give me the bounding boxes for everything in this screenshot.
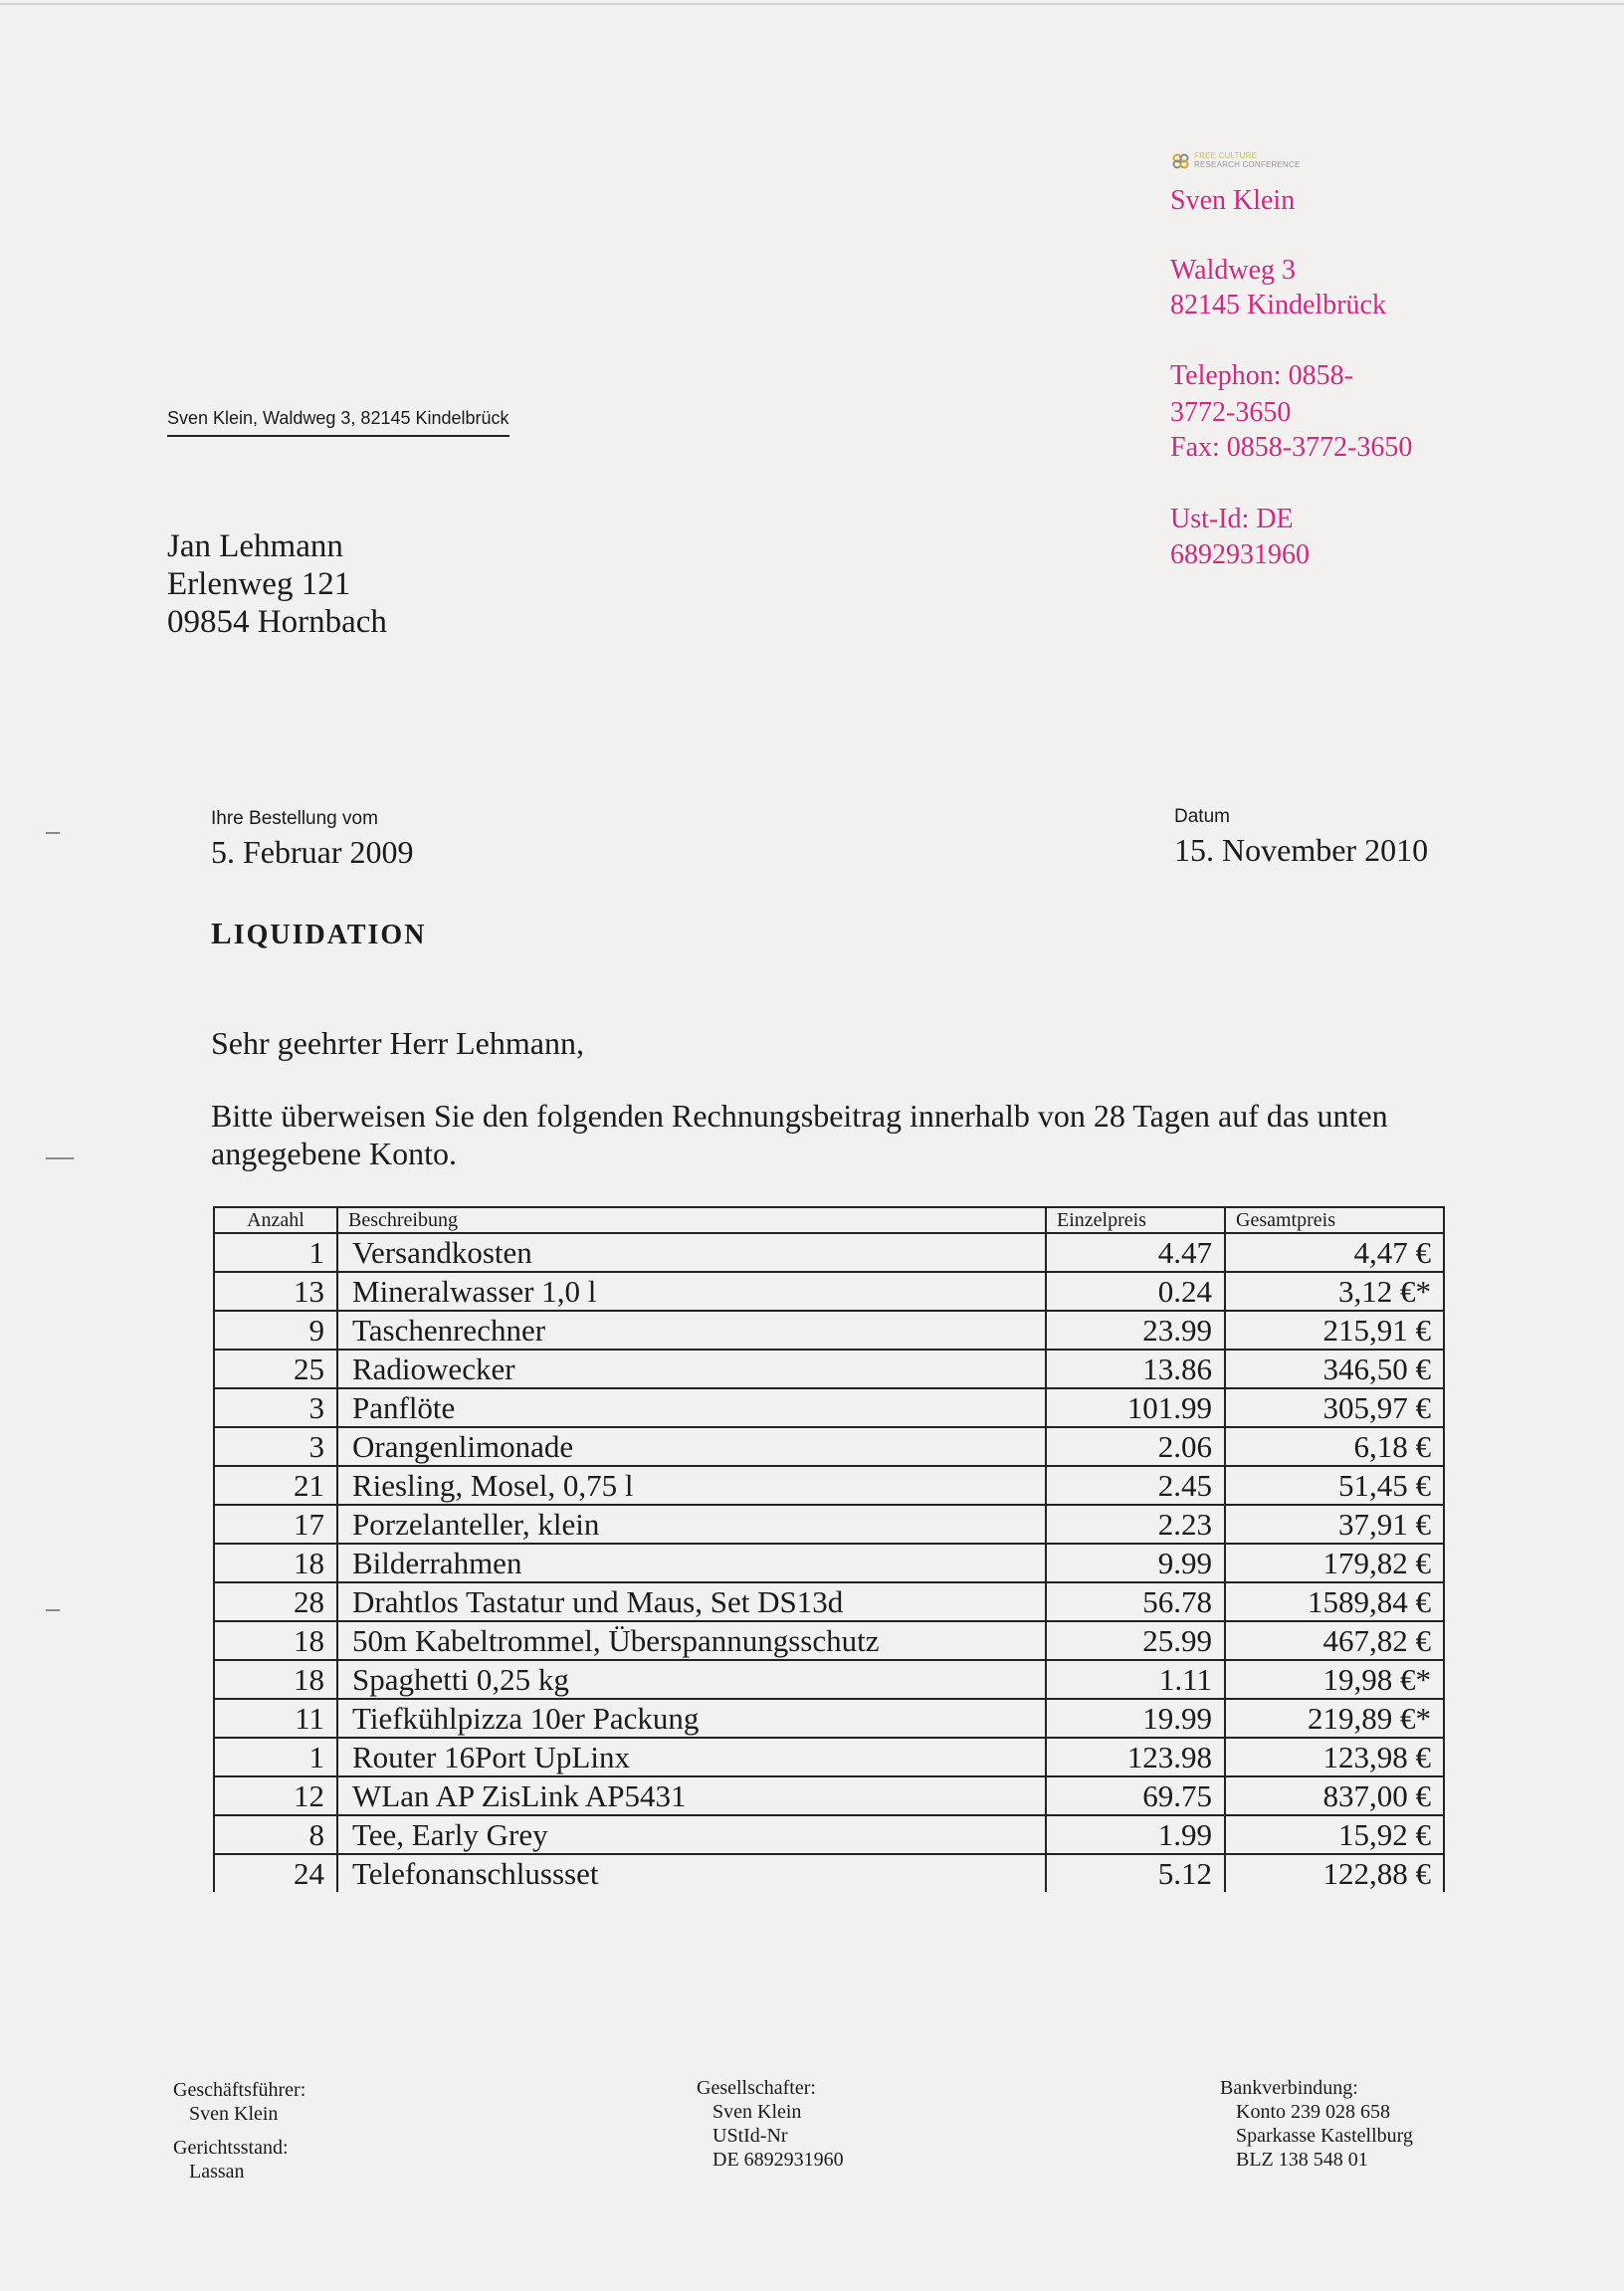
cell-quantity: 21 xyxy=(214,1466,337,1505)
cell-quantity: 17 xyxy=(214,1505,337,1544)
cell-unit-price: 2.45 xyxy=(1046,1466,1225,1505)
table-row xyxy=(214,1699,1444,1738)
logo-icon xyxy=(1172,153,1190,169)
cell-unit-price: 19.99 xyxy=(1046,1699,1225,1738)
table-row xyxy=(214,1660,1444,1699)
table-row xyxy=(214,1466,1444,1505)
cell-quantity: 13 xyxy=(214,1272,337,1311)
cell-total-price: 37,91 € xyxy=(1225,1505,1444,1544)
cell-unit-price: 4.47 xyxy=(1046,1233,1225,1272)
cell-description: Taschenrechner xyxy=(337,1311,1046,1350)
scan-edge-line xyxy=(0,3,1624,5)
cell-description: Panflöte xyxy=(337,1388,1046,1427)
table-row xyxy=(214,1621,1444,1660)
sender-ustid-line2: 6892931960 xyxy=(1170,539,1310,570)
cell-description: Tee, Early Grey xyxy=(337,1815,1046,1854)
sender-street: Waldweg 3 xyxy=(1170,255,1297,286)
cell-total-price: 1589,84 € xyxy=(1225,1582,1444,1621)
order-date-label: Ihre Bestellung vom xyxy=(211,808,378,829)
column-header-total-price: Gesamtpreis xyxy=(1225,1207,1444,1233)
cell-quantity: 3 xyxy=(214,1427,337,1466)
conference-logo xyxy=(1172,151,1331,173)
table-row xyxy=(214,1854,1444,1892)
sender-phone-line1: Telephon: 0858- xyxy=(1170,360,1353,391)
cell-total-price: 122,88 € xyxy=(1225,1854,1444,1892)
cell-description: WLan AP ZisLink AP5431 xyxy=(337,1776,1046,1815)
cell-total-price: 467,82 € xyxy=(1225,1621,1444,1660)
cell-quantity: 18 xyxy=(214,1621,337,1660)
cell-unit-price: 1.99 xyxy=(1046,1815,1225,1854)
recipient-address xyxy=(167,527,387,641)
sender-phone-line2: 3772-3650 xyxy=(1170,397,1292,428)
footer-management xyxy=(173,2078,305,2184)
column-header-unit-price: Einzelpreis xyxy=(1046,1207,1225,1233)
cell-unit-price: 123.98 xyxy=(1046,1738,1225,1776)
column-header-description: Beschreibung xyxy=(337,1207,1046,1233)
cell-quantity: 25 xyxy=(214,1350,337,1388)
order-date: 5. Februar 2009 xyxy=(211,834,414,870)
cell-description: 50m Kabeltrommel, Überspannungsschutz xyxy=(337,1621,1046,1660)
footer-partner-line: DE 6892931960 xyxy=(712,2149,844,2171)
table-row xyxy=(214,1311,1444,1350)
cell-unit-price: 2.06 xyxy=(1046,1427,1225,1466)
cell-total-price: 4,47 € xyxy=(1225,1233,1444,1272)
cell-total-price: 3,12 €* xyxy=(1225,1272,1444,1311)
cell-total-price: 6,18 € xyxy=(1225,1427,1444,1466)
cell-description: Drahtlos Tastatur und Maus, Set DS13d xyxy=(337,1582,1046,1621)
footer-bank-line: BLZ 138 548 01 xyxy=(1236,2149,1368,2171)
cell-total-price: 305,97 € xyxy=(1225,1388,1444,1427)
salutation: Sehr geehrter Herr Lehmann, xyxy=(211,1025,584,1061)
cell-total-price: 346,50 € xyxy=(1225,1350,1444,1388)
cell-total-price: 219,89 €* xyxy=(1225,1699,1444,1738)
table-row xyxy=(214,1350,1444,1388)
cell-unit-price: 5.12 xyxy=(1046,1854,1225,1892)
logo-text xyxy=(1194,151,1300,169)
cell-unit-price: 0.24 xyxy=(1046,1272,1225,1311)
cell-total-price: 837,00 € xyxy=(1225,1776,1444,1815)
cell-quantity: 28 xyxy=(214,1582,337,1621)
footer-bank-label: Bankverbindung: xyxy=(1220,2077,1358,2099)
document-title-text: LIQUIDATION xyxy=(211,916,427,950)
cell-description: Porzelanteller, klein xyxy=(337,1505,1046,1544)
table-row xyxy=(214,1505,1444,1544)
cell-quantity: 1 xyxy=(214,1738,337,1776)
column-header-quantity: Anzahl xyxy=(214,1207,337,1233)
document-title xyxy=(211,916,426,951)
document-date: 15. November 2010 xyxy=(1174,832,1429,868)
cell-description: Riesling, Mosel, 0,75 l xyxy=(337,1466,1046,1505)
table-row xyxy=(214,1233,1444,1272)
cell-description: Router 16Port UpLinx xyxy=(337,1738,1046,1776)
cell-quantity: 1 xyxy=(214,1233,337,1272)
cell-description: Radiowecker xyxy=(337,1350,1046,1388)
footer-manager-label: Geschäftsführer: xyxy=(173,2079,306,2101)
invoice-table xyxy=(213,1206,1445,1892)
recipient-name: Jan Lehmann xyxy=(167,528,343,564)
return-address: Sven Klein, Waldweg 3, 82145 Kindelbrück xyxy=(167,408,509,437)
footer-bank-line: Sparkasse Kastellburg xyxy=(1236,2125,1413,2147)
fold-mark xyxy=(46,832,60,834)
logo-line2: RESEARCH CONFERENCE xyxy=(1194,160,1301,169)
cell-total-price: 215,91 € xyxy=(1225,1311,1444,1350)
table-row xyxy=(214,1776,1444,1815)
footer-partner-line: Sven Klein xyxy=(712,2101,802,2123)
table-row xyxy=(214,1582,1444,1621)
footer-manager-value: Sven Klein xyxy=(189,2103,279,2125)
cell-quantity: 8 xyxy=(214,1815,337,1854)
cell-quantity: 11 xyxy=(214,1699,337,1738)
cell-description: Bilderrahmen xyxy=(337,1544,1046,1582)
table-row xyxy=(214,1272,1444,1311)
table-row xyxy=(214,1544,1444,1582)
cell-unit-price: 1.11 xyxy=(1046,1660,1225,1699)
cell-quantity: 3 xyxy=(214,1388,337,1427)
cell-total-price: 51,45 € xyxy=(1225,1466,1444,1505)
punch-mark xyxy=(46,1157,74,1159)
cell-unit-price: 56.78 xyxy=(1046,1582,1225,1621)
table-header-row xyxy=(214,1207,1444,1233)
cell-description: Versandkosten xyxy=(337,1233,1046,1272)
table-row xyxy=(214,1815,1444,1854)
logo-line1: FREE CULTURE xyxy=(1194,151,1258,160)
recipient-street: Erlenweg 121 xyxy=(167,566,351,602)
cell-unit-price: 25.99 xyxy=(1046,1621,1225,1660)
footer-court-value: Lassan xyxy=(189,2161,245,2183)
table-row xyxy=(214,1388,1444,1427)
cell-description: Spaghetti 0,25 kg xyxy=(337,1660,1046,1699)
table-row xyxy=(214,1738,1444,1776)
footer-bank-line: Konto 239 028 658 xyxy=(1236,2101,1390,2123)
footer-court-label: Gerichtsstand: xyxy=(173,2137,289,2159)
fold-mark xyxy=(46,1609,60,1611)
cell-quantity: 18 xyxy=(214,1544,337,1582)
body-text: Bitte überweisen Sie den folgenden Rechnungsbeitrag innerhalb von 28 Tagen auf das unten angegebene Konto. xyxy=(211,1098,1388,1171)
table-row xyxy=(214,1427,1444,1466)
cell-quantity: 9 xyxy=(214,1311,337,1350)
cell-quantity: 24 xyxy=(214,1854,337,1892)
footer-partner xyxy=(697,2076,844,2172)
cell-unit-price: 2.23 xyxy=(1046,1505,1225,1544)
cell-quantity: 12 xyxy=(214,1776,337,1815)
sender-city: 82145 Kindelbrück xyxy=(1170,290,1386,320)
cell-description: Orangenlimonade xyxy=(337,1427,1046,1466)
cell-total-price: 123,98 € xyxy=(1225,1738,1444,1776)
cell-description: Mineralwasser 1,0 l xyxy=(337,1272,1046,1311)
cell-unit-price: 23.99 xyxy=(1046,1311,1225,1350)
cell-unit-price: 101.99 xyxy=(1046,1388,1225,1427)
cell-total-price: 179,82 € xyxy=(1225,1544,1444,1582)
cell-unit-price: 9.99 xyxy=(1046,1544,1225,1582)
document-date-label: Datum xyxy=(1174,806,1230,827)
sender-fax: Fax: 0858-3772-3650 xyxy=(1170,432,1413,463)
sender-name: Sven Klein xyxy=(1170,185,1296,216)
cell-total-price: 15,92 € xyxy=(1225,1815,1444,1854)
footer-partner-line: UStId-Nr xyxy=(712,2125,788,2147)
sender-ustid-line1: Ust-Id: DE xyxy=(1170,504,1294,534)
cell-unit-price: 13.86 xyxy=(1046,1350,1225,1388)
cell-description: Telefonanschlussset xyxy=(337,1854,1046,1892)
footer-partner-label: Gesellschafter: xyxy=(697,2077,816,2099)
cell-total-price: 19,98 €* xyxy=(1225,1660,1444,1699)
cell-quantity: 18 xyxy=(214,1660,337,1699)
recipient-city: 09854 Hornbach xyxy=(167,604,387,640)
cell-unit-price: 69.75 xyxy=(1046,1776,1225,1815)
footer-bank xyxy=(1220,2076,1413,2172)
cell-description: Tiefkühlpizza 10er Packung xyxy=(337,1699,1046,1738)
